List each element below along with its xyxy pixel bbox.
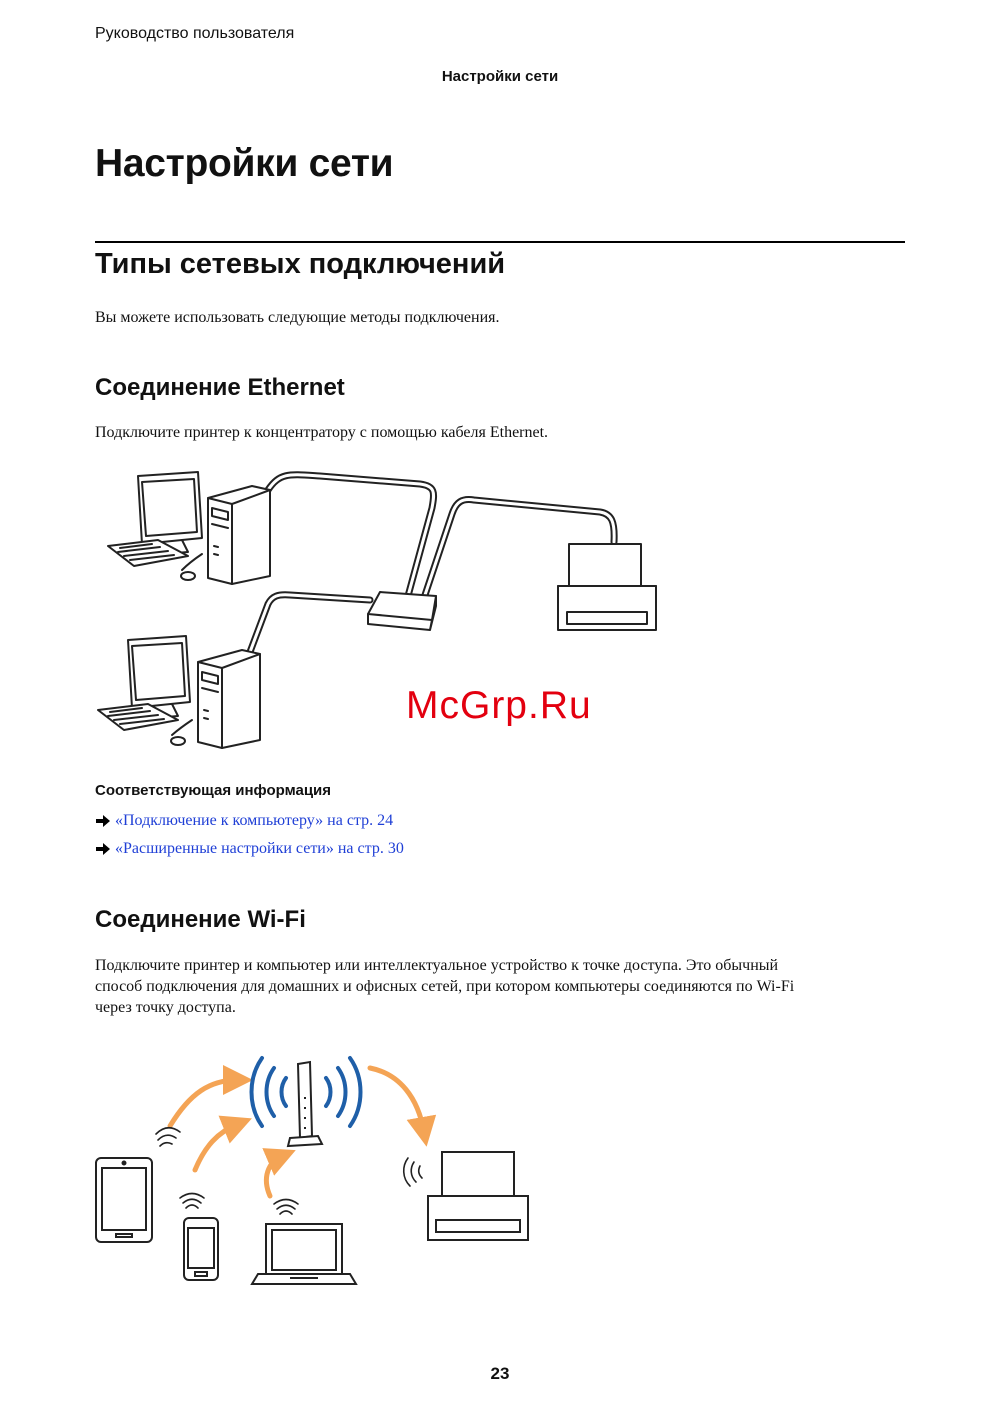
laptop-wifi-icon <box>274 1200 298 1215</box>
section-divider <box>95 241 905 243</box>
smartphone-device <box>184 1218 218 1280</box>
section-header: Настройки сети <box>441 68 559 85</box>
watermark: McGrp.Ru <box>406 684 592 727</box>
wifi-arrow-tablet <box>170 1080 238 1126</box>
ethernet-title: Соединение Ethernet <box>95 374 345 401</box>
desktop-computer-1 <box>108 472 270 584</box>
printer-wifi <box>428 1152 528 1240</box>
section-title: Типы сетевых подключений <box>95 248 506 280</box>
wifi-text-line-2: способ подключения для домашних и офисных сетей, при котором компьютеры соединяются по Wi-Fi <box>95 978 795 995</box>
right-arrow-icon <box>95 842 111 856</box>
printer-ethernet <box>558 544 656 630</box>
printer-wifi-icon <box>404 1158 422 1186</box>
related-info-title: Соответствующая информация <box>95 782 332 799</box>
ethernet-text: Подключите принтер к концентратору с помощью кабеля Ethernet. <box>95 424 549 441</box>
wifi-arrow-laptop <box>266 1156 282 1196</box>
wifi-text <box>95 955 895 1018</box>
phone-wifi-icon <box>180 1194 204 1209</box>
wifi-arrow-printer <box>370 1068 424 1132</box>
laptop-device <box>252 1224 356 1284</box>
wifi-diagram <box>90 1038 540 1288</box>
tablet-device <box>96 1158 152 1242</box>
related-link-advanced[interactable]: «Расширенные настройки сети» на стр. 30 <box>115 840 404 857</box>
chapter-title: Настройки сети <box>95 142 394 185</box>
tablet-wifi-icon <box>156 1128 180 1146</box>
related-link-row-1 <box>95 812 393 830</box>
wifi-arrow-phone <box>195 1124 238 1170</box>
ethernet-hub <box>368 592 436 630</box>
ethernet-cable-1 <box>268 475 434 596</box>
desktop-computer-2 <box>98 636 260 748</box>
wifi-title: Соединение Wi-Fi <box>95 906 306 933</box>
related-link-row-2 <box>95 840 404 858</box>
wifi-text-line-3: через точку доступа. <box>95 999 236 1016</box>
right-arrow-icon <box>95 814 111 828</box>
ethernet-cable-3 <box>250 595 370 652</box>
related-link-computer[interactable]: «Подключение к компьютеру» на стр. 24 <box>115 812 394 829</box>
running-header: Руководство пользователя <box>95 25 295 42</box>
section-intro: Вы можете использовать следующие методы подключения. <box>95 309 500 326</box>
wifi-text-line-1: Подключите принтер и компьютер или интеллектуальное устройство к точке доступа. Это обычный <box>95 957 779 974</box>
page-number: 23 <box>490 1364 510 1383</box>
access-point <box>288 1062 322 1146</box>
